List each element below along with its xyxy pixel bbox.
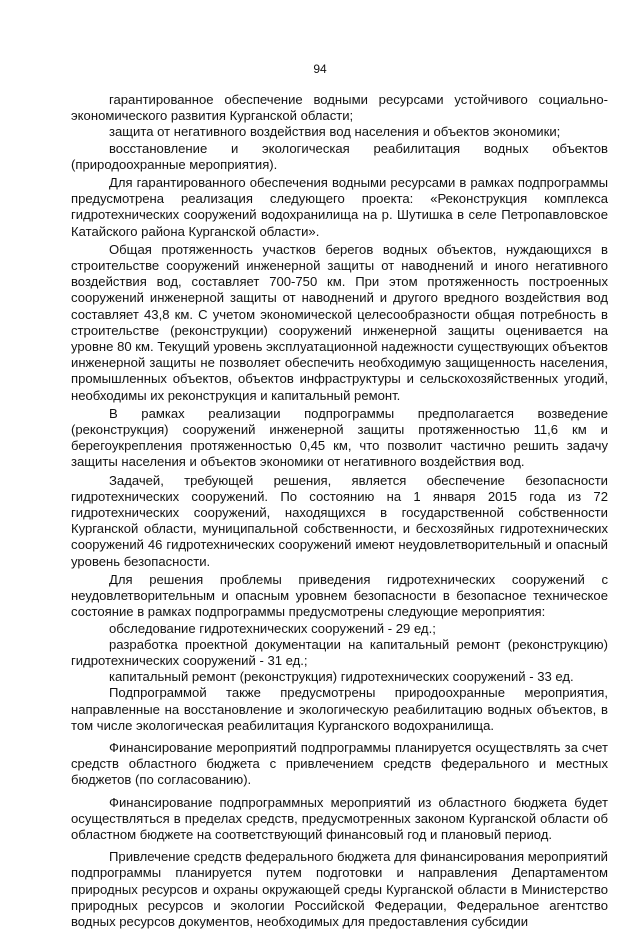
paragraph: Привлечение средств федерального бюджета для финансирования мероприятий подпрограммы планируется путем подготовки и направления Департаментом природных ресурсов и охраны окружающей среды Курганской области в Министерство природных ресурсов и экологии Российской Федерации, Федеральное агентство водных ресурсов документов, необходимых для предоставления субсидии bbox=[71, 849, 608, 929]
paragraph: защита от негативного воздействия вод населения и объектов экономики; bbox=[109, 124, 561, 140]
paragraph: Для гарантированного обеспечения водными ресурсами в рамках подпрограммы предусмотрена реализация следующего проекта: «Реконструкция комплекса гидротехнических сооружений водохранилища на р. Шутишка в селе Петропавловское Катайского района Курганской области». bbox=[71, 175, 608, 239]
paragraph: восстановление и экологическая реабилитация водных объектов (природоохранные мероприятия). bbox=[71, 140, 608, 172]
paragraph: гарантированное обеспечение водными ресурсами устойчивого социально-экономического развития Курганской области; bbox=[71, 92, 608, 124]
page-number: 94 bbox=[313, 62, 327, 76]
paragraph: Финансирование мероприятий подпрограммы планируется осуществлять за счет средств областного бюджета с привлечением средств федерального и местных бюджетов (по согласованию). bbox=[71, 739, 608, 788]
list-item: капитальный ремонт (реконструкция) гидротехнических сооружений - 33 ед. bbox=[109, 669, 574, 685]
paragraph: Задачей, требующей решения, является обеспечение безопасности гидротехнических сооружений. По состоянию на 1 января 2015 года из 72 гидротехнических сооружений, находящихся в государственной собственности Курганской области, муниципальной собственности, и бесхозяйных гидротехнических сооружений 46 гидротехнических сооружений имеют неудовлетворительный и опасный уровень безопасности. bbox=[71, 472, 608, 569]
paragraph: Для решения проблемы приведения гидротехнических сооружений с неудовлетворительным и опасным уровнем безопасности в безопасное техническое состояние в рамках подпрограммы предусмотрены следующие мероприятия: bbox=[71, 571, 608, 620]
paragraph: В рамках реализации подпрограммы предполагается возведение (реконструкция) сооружений инженерной защиты протяженностью 11,6 км и берегоукрепления протяженностью 0,45 км, что позволит частично решить задачу защиты населения и объектов экономики от негативного воздействия вод. bbox=[71, 405, 608, 470]
list-item: разработка проектной документации на капитальный ремонт (реконструкцию) гидротехнических сооружений - 31 ед.; bbox=[71, 636, 608, 668]
paragraph: Подпрограммой также предусмотрены природоохранные мероприятия, направленные на восстановление и экологическую реабилитацию водных объектов, в том числе экологическая реабилитация Курганского водохранилища. bbox=[71, 685, 608, 733]
paragraph: Финансирование подпрограммных мероприятий из областного бюджета будет осуществляться в пределах средств, предусмотренных законом Курганской области об областном бюджете на соответствующий финансовый год и плановый период. bbox=[71, 794, 608, 842]
document-body bbox=[71, 92, 608, 930]
list-item: обследование гидротехнических сооружений - 29 ед.; bbox=[109, 620, 436, 636]
paragraph: Общая протяженность участков берегов водных объектов, нуждающихся в строительстве сооружений инженерной защиты от наводнений и иного негативного воздействия вод, составляет 700-750 км. При этом протяженность построенных сооружений инженерной защиты от наводнений и другого вредного воздействия вод составляет 43,8 км. С учетом экономической целесообразности общая потребность в строительстве (реконструкции) сооружений инженерной защиты оценивается на уровне 80 км. Текущий уровень эксплуатационной надежности существующих объектов инженерной защиты не позволяет обеспечить необходимую защищенность населения, промышленных объектов, объектов инфраструктуры и сельскохозяйственных угодий, необходимы их реконструкция и капитальный ремонт. bbox=[71, 241, 608, 403]
